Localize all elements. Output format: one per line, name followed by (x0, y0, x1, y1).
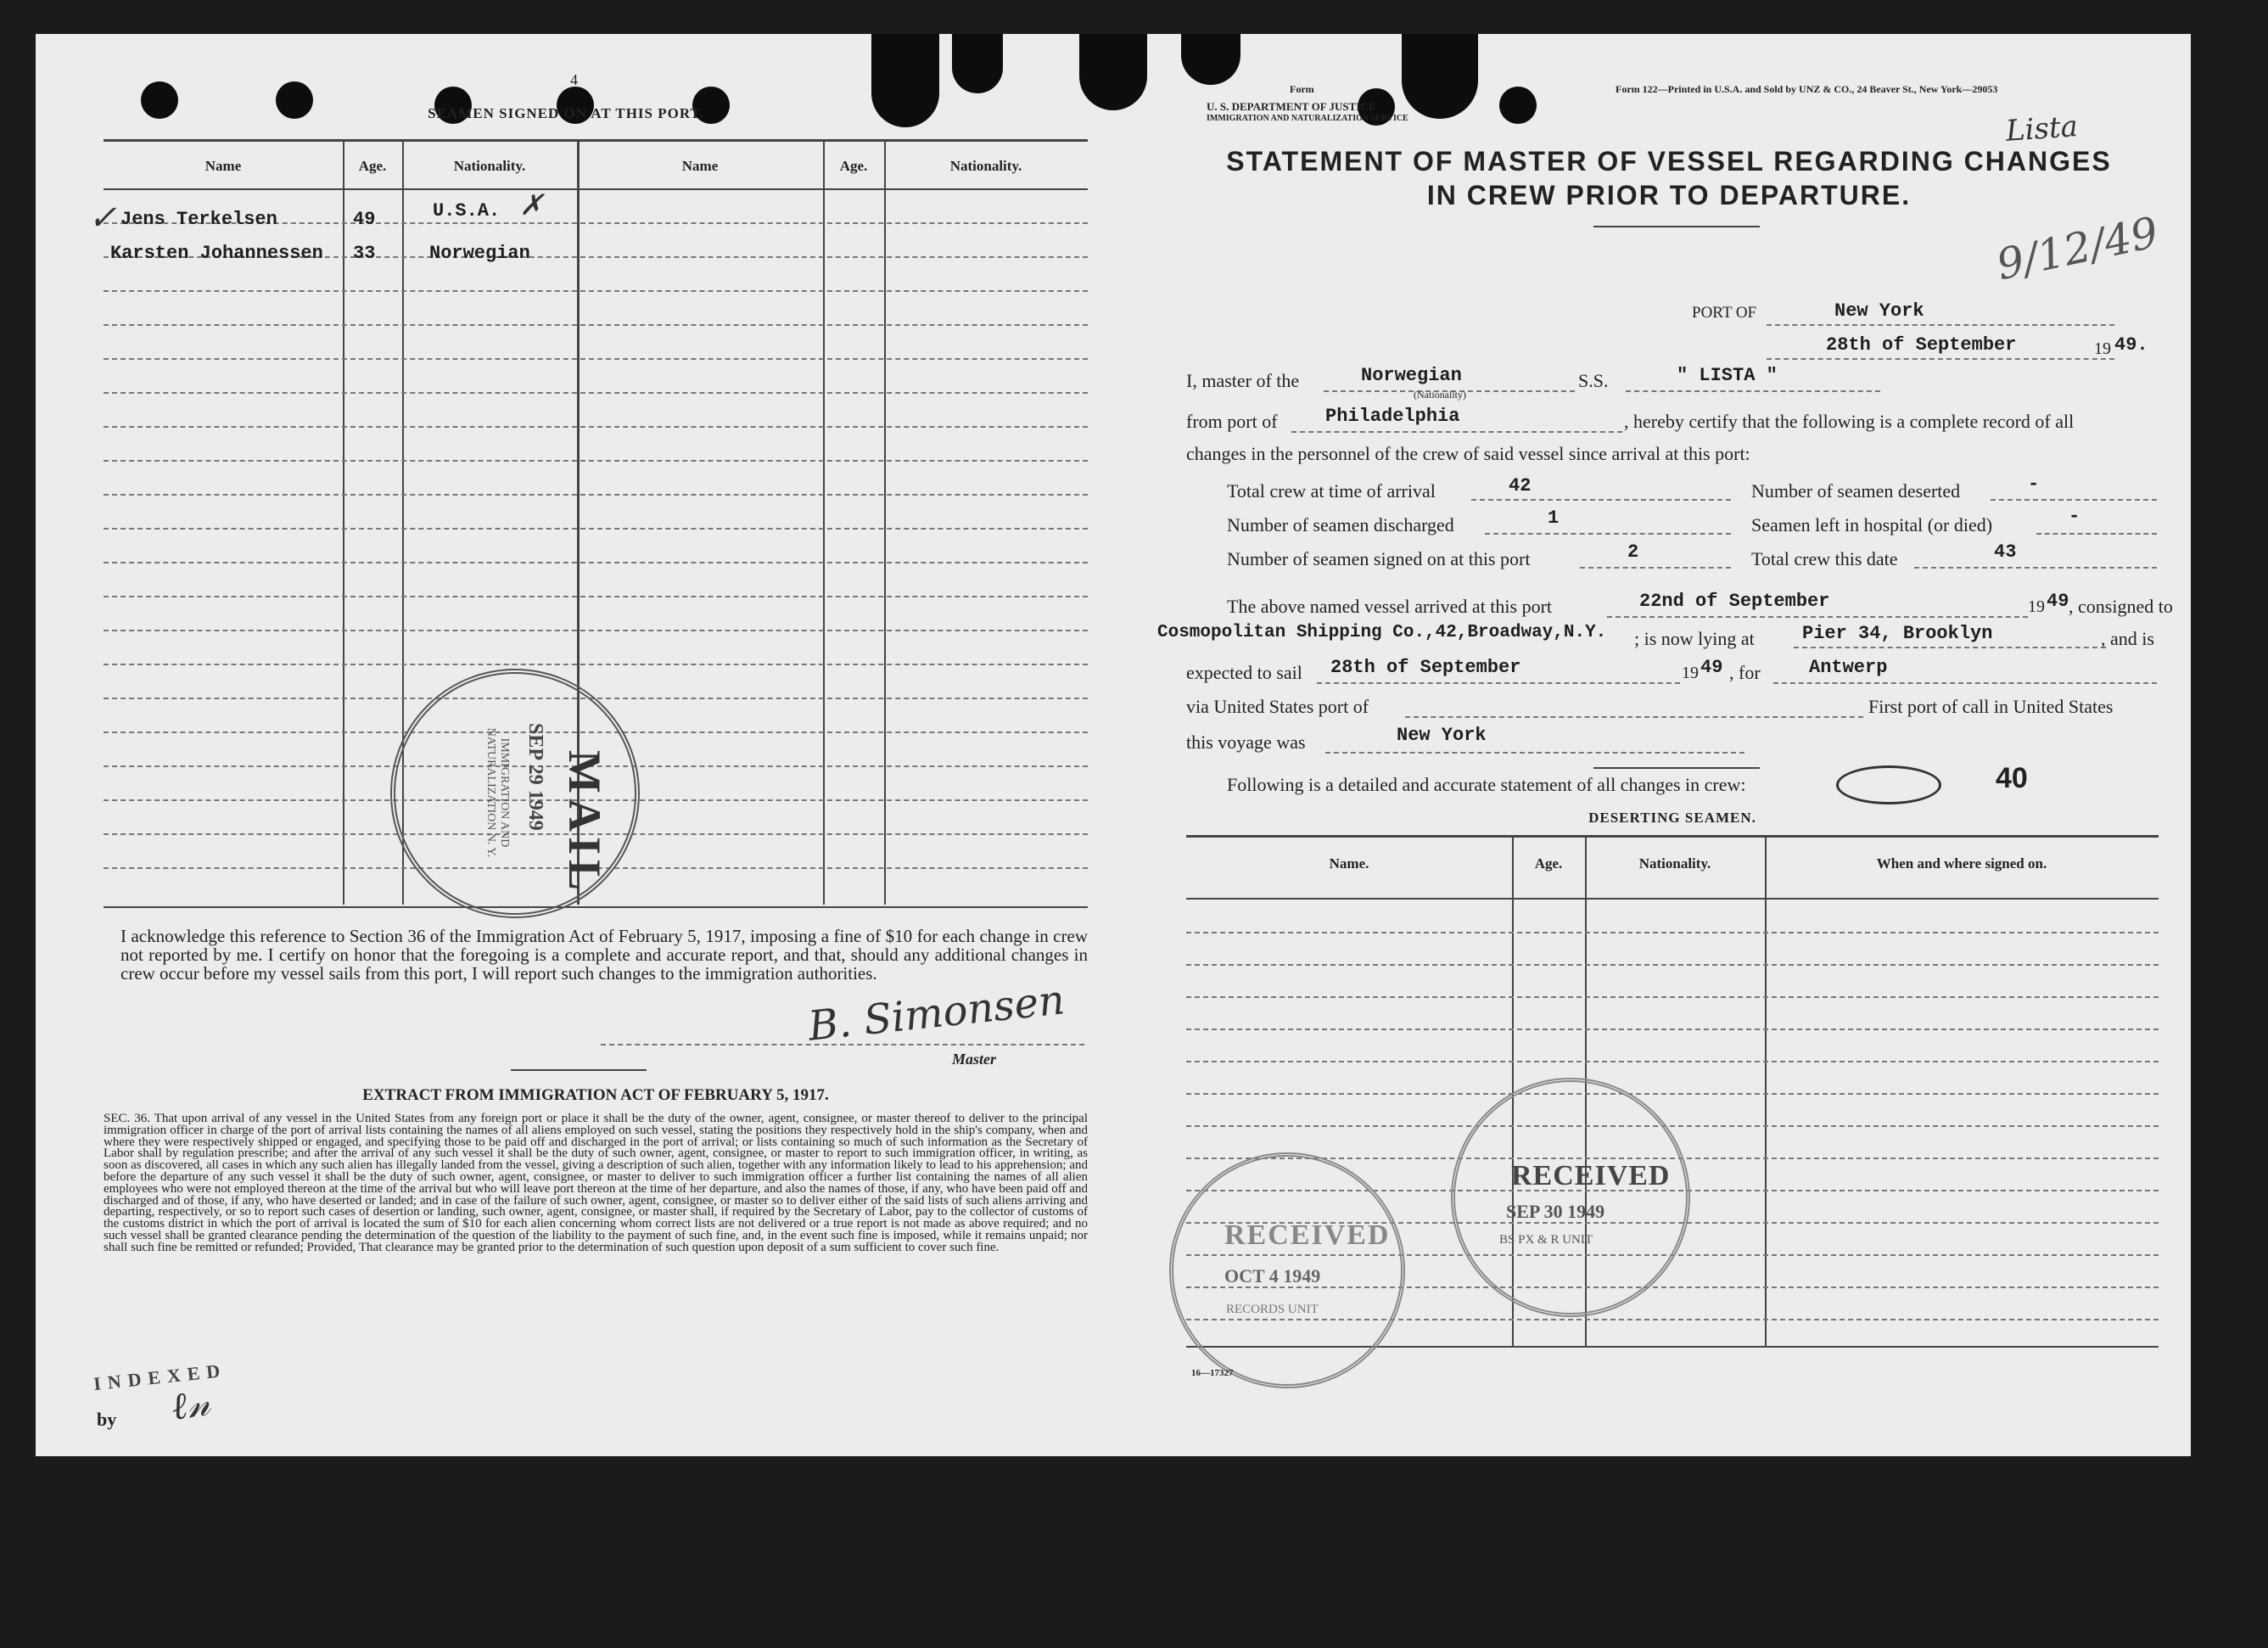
title-rule (1593, 226, 1760, 227)
date-year-prefix: 19 (2094, 339, 2111, 358)
master-signature: B. Simonsen (805, 976, 1067, 1051)
arrived-year-prefix: 19 (2028, 597, 2045, 616)
sail-value: 28th of September (1330, 657, 1521, 678)
page-total: 40 (1996, 762, 2028, 794)
arrived-year-suffix: 49 (2047, 591, 2069, 612)
indexed-initials: ℓ𝓃 (168, 1381, 213, 1429)
count-value: 2 (1627, 541, 1639, 563)
received-stamp-date: SEP 30 1949 (1506, 1201, 1605, 1222)
arrived-label: The above named vessel arrived at this port (1227, 596, 1553, 617)
count-label: Number of seamen discharged (1227, 514, 1454, 535)
consigned-label: , consigned to (2069, 596, 2173, 617)
column-divider (823, 141, 825, 905)
received-stamp-word: RECEIVED (1224, 1219, 1391, 1251)
extract-title: EXTRACT FROM IMMIGRATION ACT OF FEBRUARY 5, 1917. (362, 1086, 829, 1104)
column-header-age: Age. (358, 158, 387, 174)
mail-stamp-date: SEP 29 1949 (524, 723, 546, 831)
page-number: 4 (570, 71, 578, 88)
lying-label: ; is now lying at (1634, 628, 1755, 649)
table-row-line (104, 392, 1088, 394)
divider-rule (511, 1069, 647, 1071)
count-line (1991, 499, 2157, 501)
voyage-value: New York (1397, 725, 1487, 746)
mail-stamp-office: IMMIGRATION AND NATURALIZATION N. Y. (484, 727, 511, 858)
column-header-name: Name (681, 158, 719, 174)
deserting-column-age: Age. (1534, 855, 1563, 872)
table-row-line (104, 664, 1088, 665)
voyage-line (1325, 752, 1744, 754)
consignee-value: Cosmopolitan Shipping Co.,42,Broadway,N.Y. (1157, 623, 1607, 642)
for-label: , for (1729, 662, 1761, 683)
for-line (1773, 682, 2157, 684)
crew-name: Jens Terkelsen (120, 209, 277, 230)
document-sheet (36, 34, 2191, 1456)
indexed-by-label: by (97, 1409, 117, 1430)
mail-stamp (390, 669, 640, 918)
deserting-title: DESERTING SEAMEN. (1588, 810, 1756, 826)
received-stamp-bs (1451, 1078, 1690, 1317)
punch-hole (1499, 87, 1537, 124)
column-divider (1765, 837, 1767, 1346)
table-header-rule (104, 188, 1088, 190)
handwritten-ship-name: Lista (2004, 109, 2080, 149)
count-line (1914, 567, 2157, 569)
form-agency: U. S. DEPARTMENT OF JUSTICE (1207, 100, 1376, 113)
column-divider (343, 141, 344, 905)
check-mark: ✗ (519, 188, 544, 222)
deserting-column-signed-on: When and where signed on. (1876, 855, 2047, 872)
crew-nationality: Norwegian (429, 243, 530, 264)
mail-stamp-word: MAIL (559, 750, 610, 895)
form-id: Form (1290, 83, 1314, 95)
via-line (1405, 716, 1863, 718)
table-row-line (104, 562, 1088, 563)
lying-line (1794, 647, 2106, 648)
signature-role: Master (952, 1051, 997, 1068)
form-print-note: Form 122—Printed in U.S.A. and Sold by UNZ & CO., 24 Beaver St., New York—29053 (1616, 83, 1998, 95)
ship-line (1626, 390, 1880, 392)
column-header-age: Age. (839, 158, 868, 174)
count-value: 42 (1509, 475, 1532, 496)
table-bottom-rule (104, 906, 1088, 908)
master-label: I, master of the (1186, 370, 1300, 391)
count-line (2036, 533, 2157, 535)
acknowledgment-text: I acknowledge this reference to Section 36 of the Immigration Act of February 5, 1917, imposing a fine of $10 for each change in crew not reported by me. I certify on honor that the foregoing is a complete and accurate report, and that, should any additional changes in crew occur before my vessel sails from this port, I will report such changes to the immigration authorities. (120, 926, 1088, 984)
table-row-line (104, 528, 1088, 530)
received-stamp-word: RECEIVED (1511, 1160, 1671, 1191)
sail-label: expected to sail (1186, 662, 1302, 683)
table-row-line (104, 460, 1088, 462)
date-value: 28th of September (1826, 334, 2017, 356)
divider-rule (1593, 767, 1760, 769)
count-label: Seamen left in hospital (or died) (1751, 514, 1993, 535)
column-divider (884, 141, 886, 905)
punch-hole (141, 81, 178, 119)
deserting-column-nationality: Nationality. (1638, 855, 1711, 872)
deserting-header-rule (1186, 898, 2159, 900)
table-row-line (1186, 1029, 2159, 1030)
crew-age: 49 (353, 209, 376, 230)
table-row-line (1186, 1061, 2159, 1062)
arrived-value: 22nd of September (1639, 591, 1830, 612)
deserting-table-top-rule (1186, 835, 2159, 838)
ship-value: " LISTA " (1677, 365, 1778, 386)
table-row-line (1186, 996, 2159, 998)
port-line (1767, 324, 2114, 326)
sail-line (1317, 682, 1680, 684)
following-label: Following is a detailed and accurate statement of all changes in crew: (1227, 774, 1746, 795)
table-row-line (104, 358, 1088, 360)
lying-value: Pier 34, Brooklyn (1802, 623, 1993, 644)
handwritten-date: 9/12/49 (1992, 207, 2163, 290)
column-header-nationality: Nationality. (949, 158, 1022, 174)
sail-year-prefix: 19 (1682, 664, 1699, 682)
form-title-line2: IN CREW PRIOR TO DEPARTURE. (1426, 180, 1912, 210)
column-header-name: Name (204, 158, 242, 174)
date-line (1767, 358, 2114, 360)
table-row-line (104, 596, 1088, 597)
binding-damage (1402, 34, 1478, 119)
count-label: Total crew this date (1751, 548, 1898, 569)
for-value: Antwerp (1809, 657, 1888, 678)
punch-hole (276, 81, 313, 119)
table-row-line (1186, 964, 2159, 966)
received-stamp-unit: RECORDS UNIT (1226, 1303, 1319, 1316)
from-port-value: Philadelphia (1325, 406, 1460, 427)
deserting-column-name: Name. (1329, 855, 1369, 872)
changes-text: changes in the personnel of the crew of said vessel since arrival at this port: (1186, 443, 1750, 464)
table-row-line (104, 324, 1088, 326)
received-stamp-records (1169, 1152, 1405, 1388)
from-port-label: from port of (1186, 411, 1278, 432)
table-row-line (104, 290, 1088, 292)
date-year-suffix: 49. (2114, 334, 2148, 356)
count-value: - (2028, 474, 2040, 495)
count-line (1471, 499, 1731, 501)
sail-year-suffix: 49 (1700, 657, 1723, 678)
from-port-line (1291, 431, 1622, 433)
count-line (1485, 533, 1731, 535)
ss-label: S.S. (1578, 370, 1609, 391)
check-mark: ✓ (88, 199, 117, 238)
first-port-label: First port of call in United States (1868, 696, 2114, 717)
table-row-line (104, 426, 1088, 428)
count-label: Total crew at time of arrival (1227, 480, 1436, 502)
crew-age: 33 (353, 243, 376, 264)
binding-damage (1079, 34, 1147, 110)
binding-damage (952, 34, 1003, 93)
page-count-scribble (1836, 765, 1941, 804)
table-row-line (104, 630, 1088, 631)
extract-text: SEC. 36. That upon arrival of any vessel in the United States from any foreign port or place it shall be the duty of the owner, agent, consignee, or master thereof to deliver to the principal immigration officer in charge of the port of arrival lists containing the names of all aliens employed on such vessel, stating the positions they respectively hold in the ship's company, when and where they were respectively shipped or engaged, and specifying those to be paid off and discharged in the port of arrival; or lists containing so much of such information as the Secretary of Labor shall by regulation prescribe; and after the arrival of any such vessel it shall be the duty of such owner, agent, consignee, or master to report to such immigration officer, in writing, as soon as discovered, all cases in which any such alien has illegally landed from the vessel, giving a description of such alien, together with any information likely to lead to his apprehension; and before the departure of any such vessel it shall be the duty of such owner, agent, consignee, or master to deliver to such immigration officer a further list containing the names of all alien employees who were not employed thereon at the time of the arrival but who will leave port thereon at the time of her departure, and also the names of those, if any, who have been paid off and discharged and of those, if any, who have deserted or landed; and in case of the failure of such owner, agent, consignee, or master so to deliver either of the said lists of such aliens arriving and departing, respectively, or so to report such cases of desertion or landing, such owner, agent, consignee, or master shall, if required by the Secretary of Labor, pay to the collector of customs of the customs district in which the port of arrival is located the sum of $10 for each alien concerning whom correct lists are not delivered or a true report is not made as above required; and no such vessel shall be granted clearance pending the determination of the question of the liability to the payment of such fine, and, in the event such fine is imposed, while it remains unpaid; nor shall such fine be remitted or refunded; Provided, That clearance may be granted prior to the determination of such question upon deposit of a sum sufficient to cover such fine. (104, 1112, 1088, 1254)
voyage-label: this voyage was (1186, 732, 1306, 753)
binding-damage (871, 34, 939, 127)
nationality-value: Norwegian (1361, 365, 1462, 386)
footer-code: 16—17327 (1191, 1368, 1234, 1378)
column-header-nationality: Nationality. (453, 158, 526, 174)
count-label: Number of seamen deserted (1751, 480, 1961, 502)
count-line (1580, 567, 1731, 569)
form-title-line1: STATEMENT OF MASTER OF VESSEL REGARDING CHANGES (1226, 146, 2112, 177)
form-service: IMMIGRATION AND NATURALIZATION SERVICE (1207, 114, 1408, 123)
table-top-rule (104, 139, 1088, 142)
count-value: - (2069, 506, 2080, 527)
binding-damage (1181, 34, 1240, 85)
and-is-label: , and is (2101, 628, 2154, 649)
section-title: SEAMEN SIGNED ON AT THIS PORT. (428, 105, 704, 121)
crew-name: Karsten Johannessen (110, 243, 323, 264)
received-stamp-unit: BS PX & R UNIT (1499, 1233, 1593, 1247)
count-label: Number of seamen signed on at this port (1227, 548, 1531, 569)
indexed-stamp: INDEXED (92, 1359, 228, 1395)
table-row-line (1186, 932, 2159, 933)
port-value: New York (1834, 300, 1924, 322)
nationality-caption: (Nationality) (1414, 389, 1466, 401)
table-row-line (104, 494, 1088, 496)
count-value: 1 (1548, 507, 1560, 529)
via-label: via United States port of (1186, 696, 1369, 717)
arrived-line (1607, 616, 2028, 618)
certify-text: , hereby certify that the following is a complete record of all (1624, 411, 2075, 432)
table-row-line (1186, 1093, 2159, 1095)
crew-nationality: U.S.A. (433, 200, 501, 221)
port-label: PORT OF (1692, 304, 1757, 322)
received-stamp-date: OCT 4 1949 (1224, 1265, 1321, 1286)
table-row-line (1186, 1125, 2159, 1127)
count-value: 43 (1994, 541, 2017, 563)
